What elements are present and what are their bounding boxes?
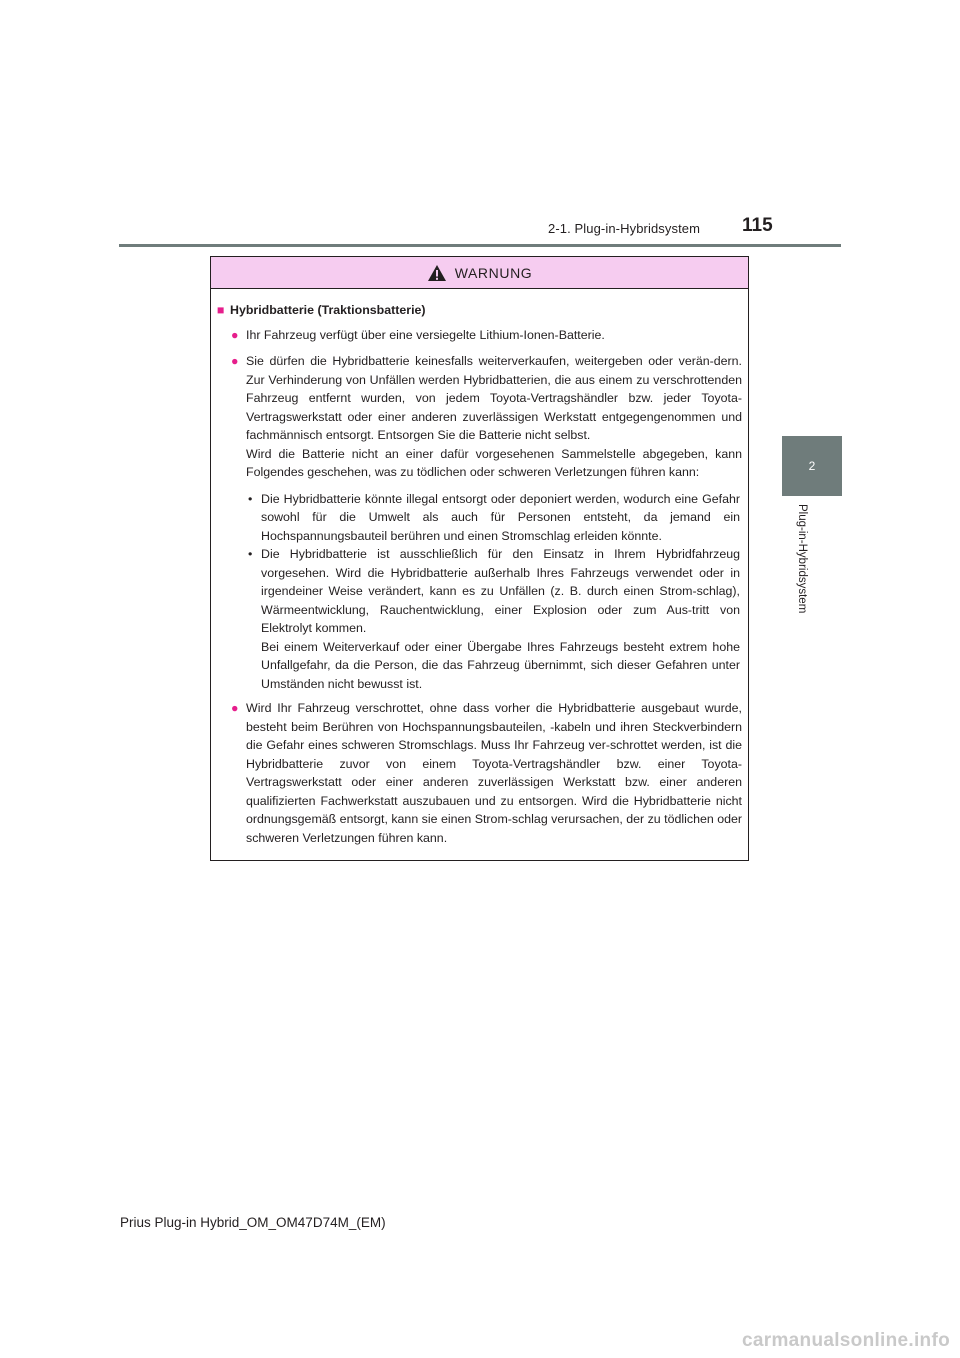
section-label: 2-1. Plug-in-Hybridsystem bbox=[548, 221, 701, 236]
bullet-item bbox=[231, 352, 742, 691]
bullet-text: Wird Ihr Fahrzeug verschrottet, ohne dass vorher die Hybridbatterie ausgebaut wurde, besteht beim Berühren von Hochspannungsbauteilen, -kabeln und ihren Steckverbindern die Gefahr eines schweren Stromschlags. Muss Ihr Fahrzeug ver-schrottet werden, ist die Hybridbatterie zuvor von einem Toyota-Vertragshändler bzw. einer Toyota-Vertragswerkstatt oder einer anderen zuverlässigen Werkstatt bzw. einer anderen qualifizierten Fachwerkstatt auszubauen und zu entsorgen. Wird die Hybridbatterie nicht ordnungsgemäß entsorgt, kann sie einen Strom-schlag verursachen, der zu tödlichen oder schweren Verletzungen führen kann. bbox=[246, 701, 742, 845]
sub-bullet-icon: • bbox=[248, 547, 253, 561]
warning-body bbox=[211, 289, 748, 847]
square-marker-icon: ■ bbox=[217, 303, 225, 317]
sub-item-paragraph: Die Hybridbatterie ist ausschließlich für den Einsatz in Ihrem Hybridfahrzeug vorgesehen. Wird die Hybridbatterie außerhalb Ihres Fahrzeugs verwendet oder in irgendeiner Weise verändert, kann es zu Unfällen (z. B. durch einen Strom-schlag), Wärmeentwicklung, Rauchentwicklung, einer Explosion oder zum Aus-tritt von Elektrolyt kommen. bbox=[261, 547, 740, 635]
bullet-item bbox=[231, 326, 742, 345]
warning-title: WARNUNG bbox=[454, 264, 533, 281]
bullet-dot-icon: ● bbox=[231, 701, 239, 715]
sub-list-item bbox=[248, 490, 740, 546]
chapter-number: 2 bbox=[808, 459, 816, 473]
bullet-dot-icon: ● bbox=[231, 327, 239, 342]
sub-item-paragraph: Bei einem Weiterverkauf oder einer Übergabe Ihres Fahrzeugs besteht extrem hohe Unfallgefahr, da die Person, die das Fahrzeug übernimmt, sich dieser Gefahren unter Umständen nicht bewusst ist. bbox=[261, 639, 740, 691]
sub-item-text: Die Hybridbatterie könnte illegal entsorgt oder deponiert werden, wodurch eine Gefahr sowohl für die Umwelt als auch für Personen entsteht, da jemand ein Hochspannungsbauteil berühren und einen Stromschlag erleiden könnte. bbox=[261, 491, 740, 543]
bullet-dot-icon: ● bbox=[231, 354, 239, 368]
bullet-item bbox=[231, 699, 742, 847]
document-id: Prius Plug-in Hybrid_OM_OM47D74M_(EM) bbox=[120, 1215, 386, 1230]
warning-box bbox=[210, 256, 749, 861]
bullet-content bbox=[246, 352, 742, 691]
section-heading-text: Hybridbatterie (Traktionsbatterie) bbox=[230, 303, 426, 317]
sub-bullet-icon: • bbox=[248, 491, 253, 506]
section-heading bbox=[217, 301, 742, 320]
bullet-paragraph: Wird die Batterie nicht an einer dafür vorgesehenen Sammelstelle abgegeben, kann Folgendes geschehen, was zu tödlichen oder schweren Verletzungen führen kann: bbox=[246, 446, 742, 479]
sub-list bbox=[246, 490, 742, 694]
chapter-title: Plug-in-Hybridsystem bbox=[796, 504, 808, 614]
warning-header bbox=[211, 257, 748, 289]
warning-triangle-icon bbox=[427, 264, 447, 282]
watermark: carmanualsonline.info bbox=[742, 1330, 950, 1351]
sub-list-item bbox=[248, 545, 740, 693]
chapter-tab bbox=[782, 436, 842, 496]
header-divider bbox=[119, 244, 841, 247]
bullet-paragraph: Sie dürfen die Hybridbatterie keinesfalls weiterverkaufen, weitergeben oder verän-dern. Zur Verhinderung von Unfällen werden Hybridbatterien, die aus einem zu verschrottenden Fahrzeug entfernt wurden, von jedem Toyota-Vertragshändler bzw. jeder Toyota-Vertragswerkstatt oder einer anderen zuverlässigen Werkstatt entgegengenommen und fachmännisch entsorgt. Entsorgen Sie die Batterie nicht selbst. bbox=[246, 354, 742, 442]
page-number: 115 bbox=[742, 215, 773, 236]
bullet-text: Ihr Fahrzeug verfügt über eine versiegelte Lithium-Ionen-Batterie. bbox=[246, 327, 605, 342]
sub-item-content bbox=[261, 545, 740, 693]
